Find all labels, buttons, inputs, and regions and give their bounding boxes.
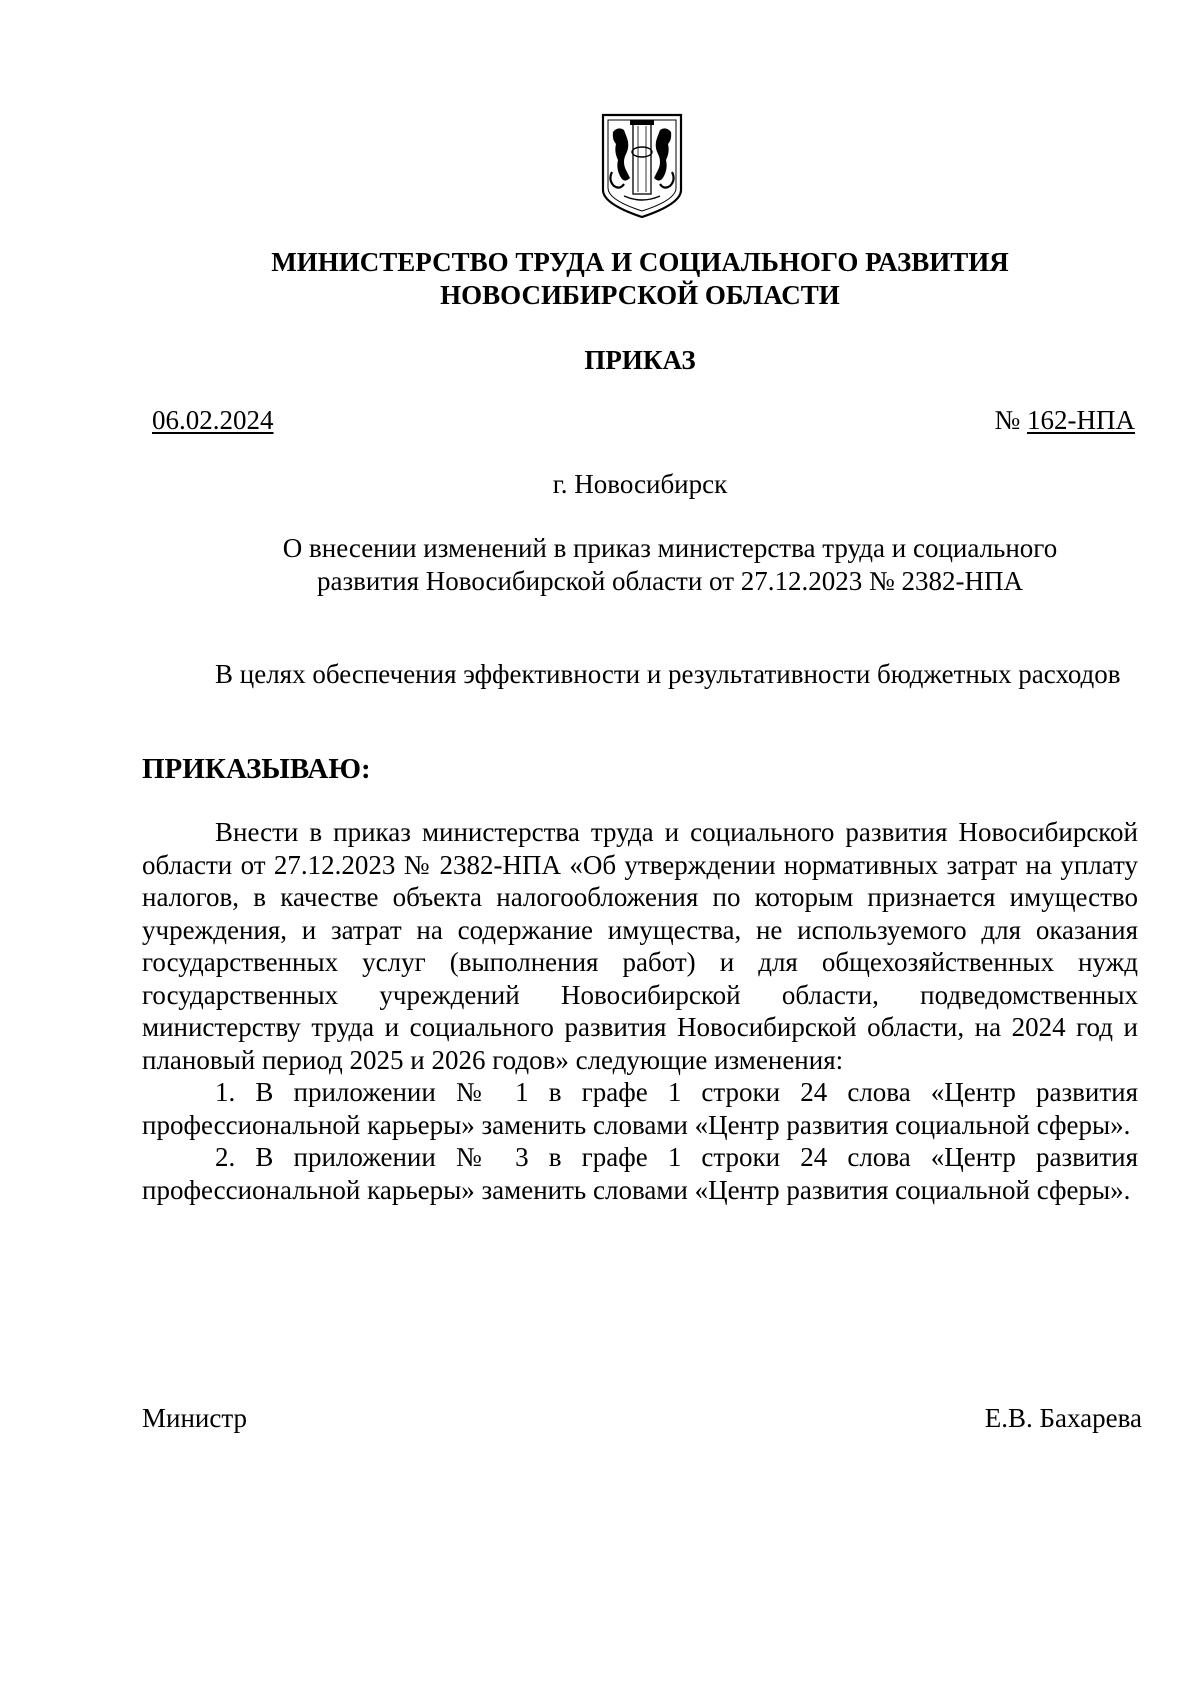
coat-of-arms-icon (600, 112, 684, 220)
order-body (142, 816, 1138, 1206)
signatory-name: Е.В. Бахарева (984, 1403, 1142, 1433)
document-city: г. Новосибирск (552, 469, 728, 499)
preamble-text: В целях обеспечения эффективности и результативности бюджетных расходов (215, 659, 1121, 689)
number-value: 162-НПА (1027, 405, 1135, 435)
subject-line-2: развития Новосибирской области от 27.12.2023 № 2382-НПА (317, 566, 1023, 596)
document-subject (240, 532, 1100, 598)
subject-line-1: О внесении изменений в приказ министерства труда и социального (282, 533, 1058, 563)
document-type: ПРИКАЗ (584, 345, 696, 375)
signatory-title: Министр (142, 1403, 247, 1433)
order-heading: ПРИКАЗЫВАЮ: (142, 753, 371, 785)
order-item-1: 1. В приложении № 1 в графе 1 строки 24 слова «Центр развития профессиональной карьеры» заменить словами «Центр развития социальной сферы». (142, 1077, 1138, 1140)
ministry-name-line-1: МИНИСТЕРСТВО ТРУДА И СОЦИАЛЬНОГО РАЗВИТИЯ (271, 247, 1009, 277)
ministry-name-line-2: НОВОСИБИРСКОЙ ОБЛАСТИ (440, 280, 840, 310)
document-number (994, 404, 1135, 437)
order-item-2: 2. В приложении № 3 в графе 1 строки 24 слова «Центр развития профессиональной карьеры» заменить словами «Центр развития социальной сферы». (142, 1142, 1138, 1205)
number-prefix: № (994, 405, 1027, 435)
main-paragraph: Внести в приказ министерства труда и социального развития Новосибирской области от 27.12.2023 № 2382-НПА «Об утверждении нормативных затрат на уплату налогов, в качестве объекта налогообложения по которым признается имущество учреждения, и затрат на содержание имущества, не используемого для оказания государственных услуг (выполнения работ) и для общехозяйственных нужд государственных учреждений Новосибирской области, подведомственных министерству труда и социального развития Новосибирской области, на 2024 год и плановый период 2025 и 2026 годов» следующие изменения: (142, 817, 1138, 1075)
document-date: 06.02.2024 (152, 405, 274, 435)
preamble (142, 658, 1138, 691)
ministry-name (140, 246, 1140, 312)
